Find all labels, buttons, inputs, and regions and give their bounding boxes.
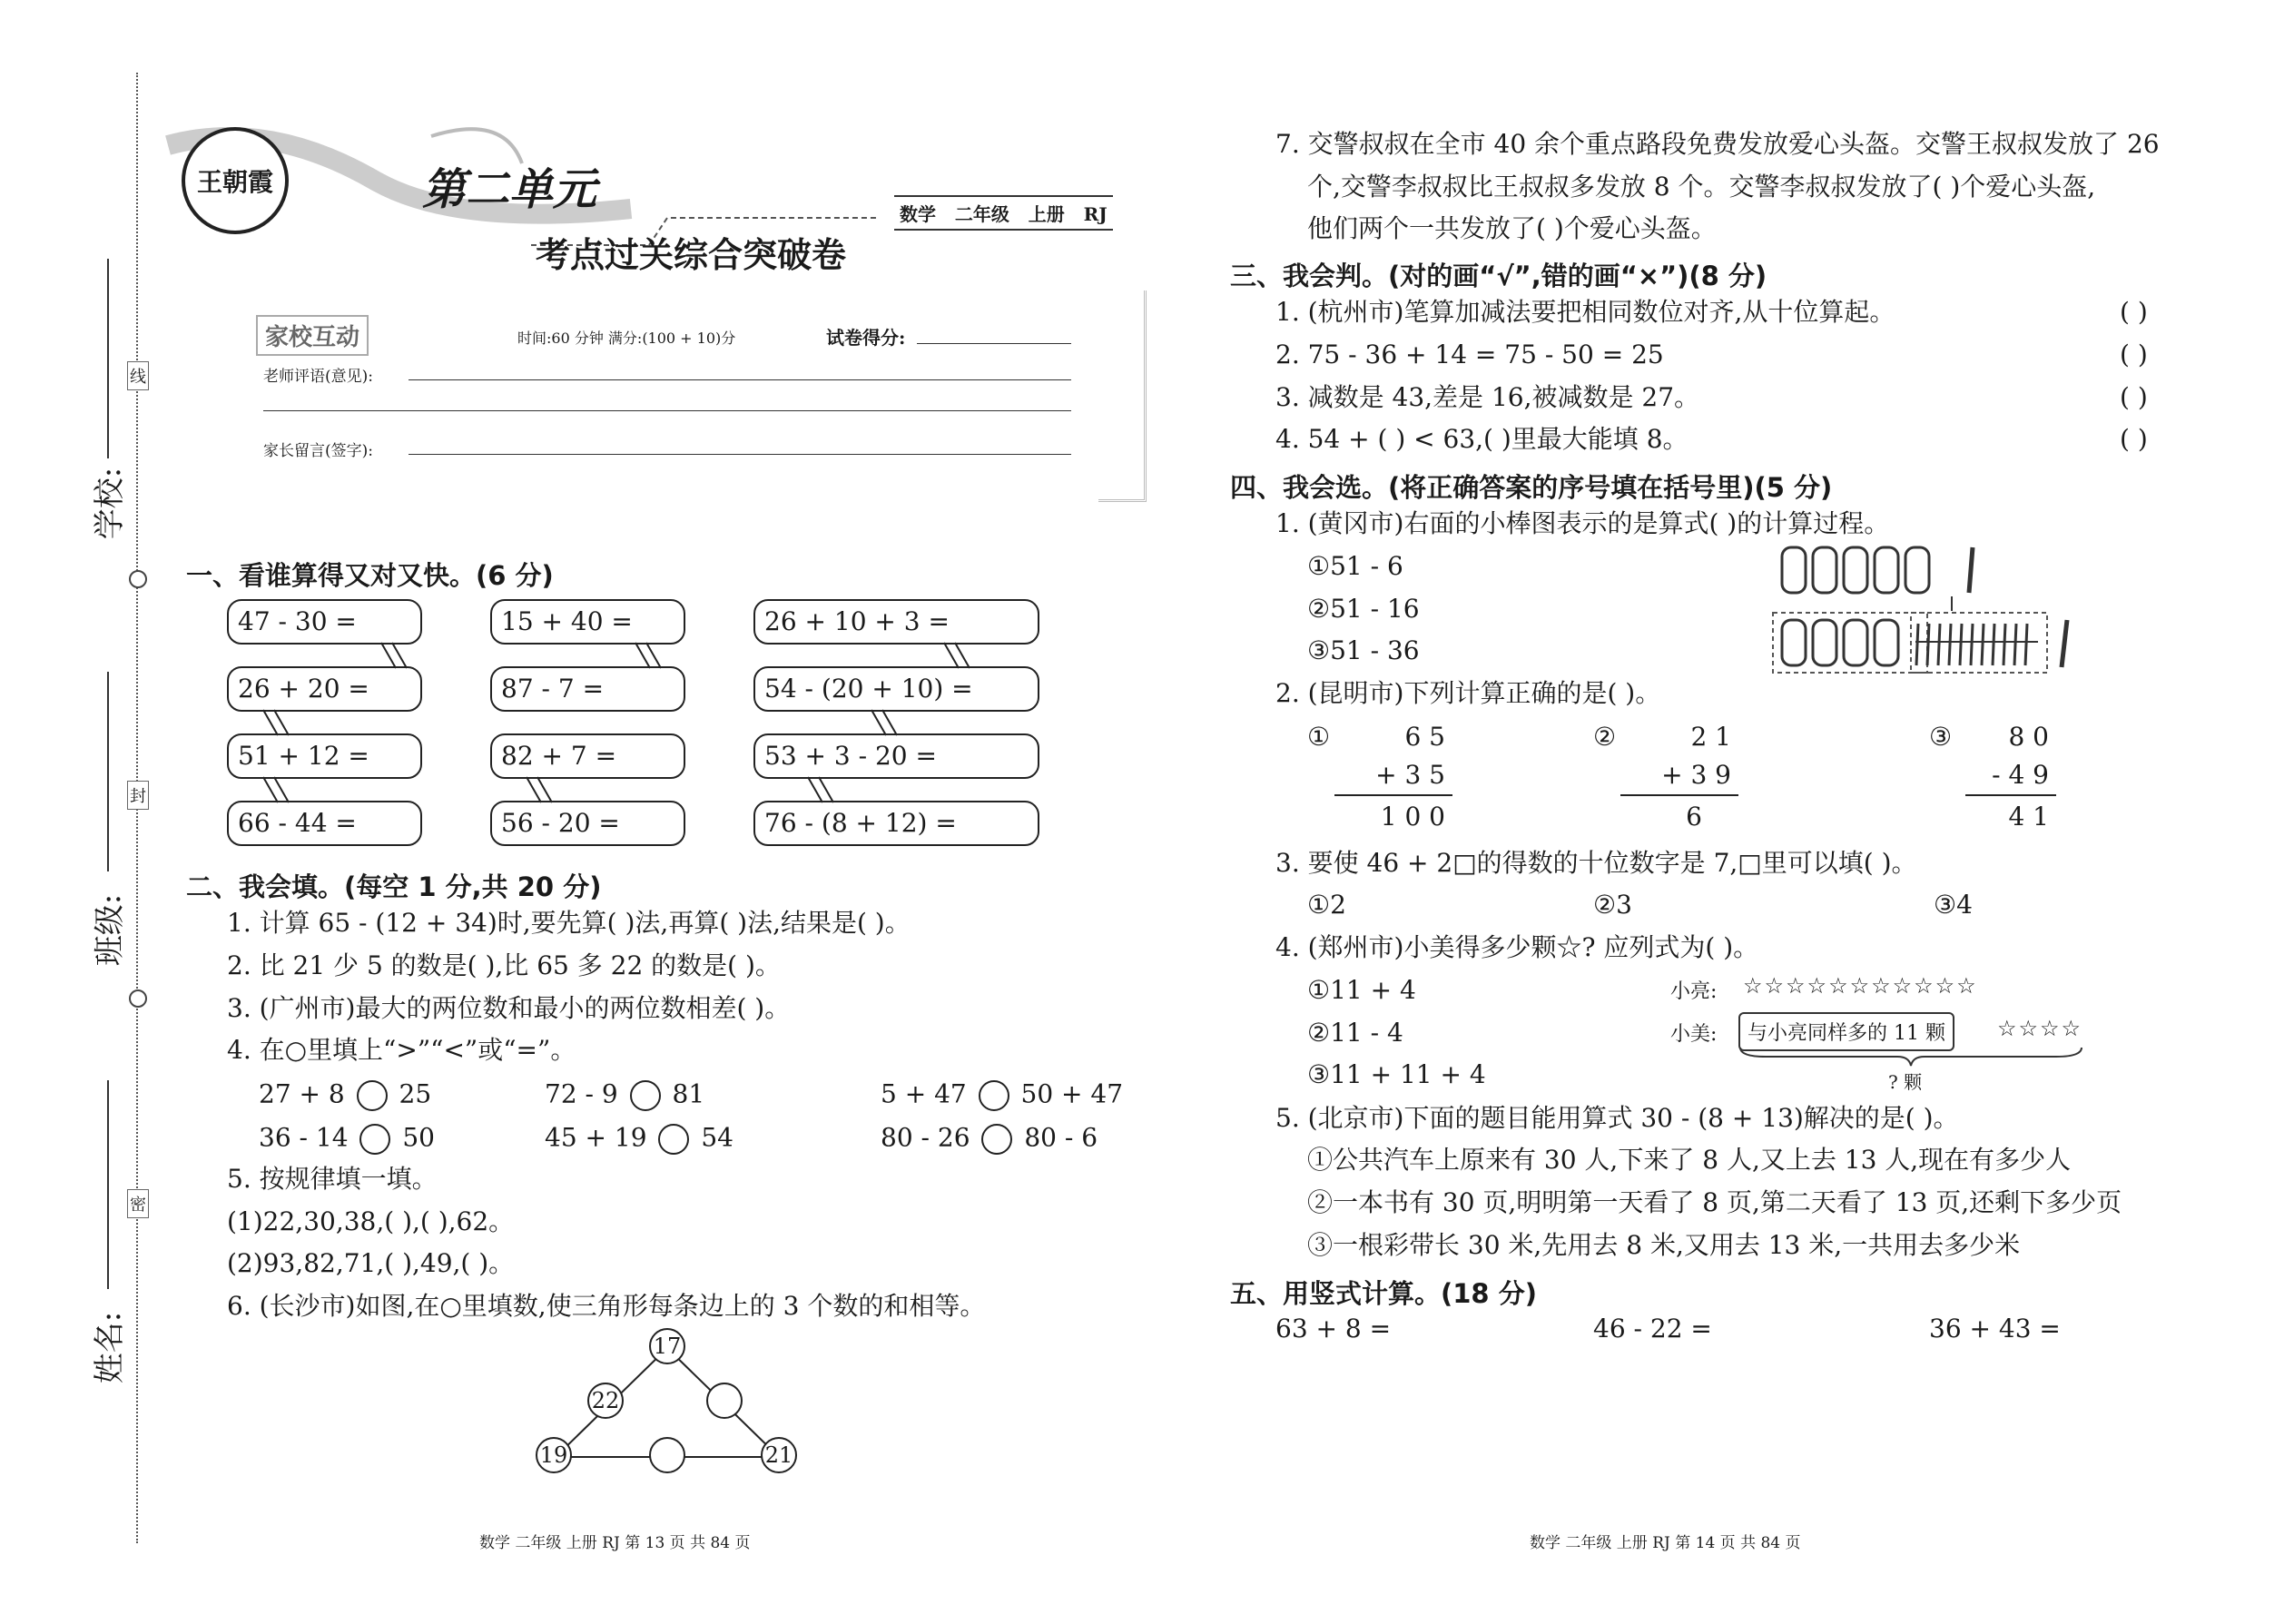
sec4-q1-opt3[interactable]: ③51 - 36 — [1307, 635, 1420, 665]
compare-2-right: 81 — [672, 1078, 705, 1109]
calc-2-a: 2 1 — [1690, 722, 1731, 752]
sec2-q4: 4. 在○里填上“>”“<”或“=”。 — [227, 1035, 576, 1065]
calc-box-c2-3[interactable]: 82 + 7 = — [490, 733, 685, 779]
logo-text: 王朝霞 — [196, 167, 273, 197]
seal-mark-2: 封 — [127, 781, 149, 810]
compare-circle[interactable] — [658, 1124, 689, 1155]
sec4-q3: 3. 要使 46 + 2□的得数的十位数字是 7,□里可以填( )。 — [1275, 848, 1917, 878]
sec3-paren-3[interactable]: ( ) — [2120, 382, 2148, 412]
sec4-title: 四、我会选。(将正确答案的序号填在括号里)(5 分) — [1230, 472, 1833, 503]
sec4-q5: 5. (北京市)下面的题目能用算式 30 - (8 + 13)解决的是( )。 — [1275, 1103, 1959, 1133]
calc-box-c3-1[interactable]: 26 + 10 + 3 = — [753, 599, 1039, 645]
sec5-item-3[interactable]: 36 + 43 = — [1929, 1314, 2061, 1343]
sec4-q4-opt1[interactable]: ①11 + 4 — [1307, 975, 1416, 1005]
box-connectors — [0, 0, 1089, 871]
sec2-q2: 2. 比 21 少 5 的数是( ),比 65 多 22 的数是( )。 — [227, 950, 781, 980]
sec3-paren-4[interactable]: ( ) — [2120, 424, 2148, 454]
tri-left-mid-circle: 22 — [587, 1383, 624, 1419]
calc-2-r: 6 — [1686, 802, 1702, 832]
sec2-q7-line2: 个,交警李叔叔比王叔叔多发放 8 个。交警李叔叔发放了( )个爱心头盔, — [1307, 172, 2096, 202]
calc-box-c1-3[interactable]: 51 + 12 = — [227, 733, 422, 779]
calc-3-b: - 4 9 — [1992, 760, 2049, 790]
tri-right-mid-circle[interactable] — [706, 1383, 743, 1419]
calc-box-c3-2[interactable]: 54 - (20 + 10) = — [753, 666, 1039, 712]
sec2-q7-line1: 7. 交警叔叔在全市 40 余个重点路段免费发放爱心头盔。交警王叔叔发放了 26 — [1275, 129, 2160, 159]
calc-1-num: ① — [1307, 722, 1331, 752]
compare-1-right: 25 — [399, 1078, 432, 1109]
sec5-item-2[interactable]: 46 - 22 = — [1593, 1314, 1712, 1343]
xiaomei-brace — [1738, 1046, 2083, 1068]
paper-subtitle: 考点过关综合突破卷 — [536, 234, 847, 275]
compare-5-right: 54 — [701, 1122, 733, 1153]
compare-3 — [881, 1080, 1123, 1111]
home-school-banner: 家校互动 — [256, 315, 369, 356]
compare-3-left: 5 + 47 — [881, 1078, 967, 1109]
unit-title: 第二单元 — [422, 164, 597, 215]
sec4-q3-opt1[interactable]: ①2 — [1307, 890, 1346, 920]
sec2-title: 二、我会填。(每空 1 分,共 20 分) — [186, 871, 602, 902]
xiaoliang-label: 小亮: — [1670, 980, 1718, 1003]
compare-circle[interactable] — [630, 1080, 661, 1111]
xiaomei-label: 小美: — [1670, 1023, 1718, 1046]
calc-3-r: 4 1 — [2008, 802, 2049, 832]
tri-top-circle: 17 — [649, 1328, 685, 1364]
compare-1 — [259, 1080, 431, 1111]
sec4-q3-opt3[interactable]: ③4 — [1934, 890, 1973, 920]
sec3-item-1: 1. (杭州市)笔算加减法要把相同数位对齐,从十位算起。 — [1275, 297, 1895, 327]
calc-box-c2-2[interactable]: 87 - 7 = — [490, 666, 685, 712]
sec4-q1: 1. (黄冈市)右面的小棒图表示的是算式( )的计算过程。 — [1275, 508, 1890, 538]
seal-mark-1: 线 — [127, 361, 149, 390]
compare-2-left: 72 - 9 — [545, 1078, 618, 1109]
compare-circle[interactable] — [979, 1080, 1009, 1111]
calc-3-a: 8 0 — [2008, 722, 2049, 752]
xiaoliang-stars: ☆☆☆☆☆☆☆☆☆☆☆ — [1743, 973, 1978, 999]
header-frame — [1098, 290, 1147, 502]
sec5-title: 五、用竖式计算。(18 分) — [1230, 1278, 1537, 1309]
tag-grade: 二年级 — [954, 203, 1009, 225]
calc-1-b: + 3 5 — [1375, 760, 1445, 790]
sec5-item-1[interactable]: 63 + 8 = — [1275, 1314, 1392, 1343]
sec4-q4-opt3[interactable]: ③11 + 11 + 4 — [1307, 1059, 1486, 1089]
parent-comment-label: 家长留言(签字): — [263, 442, 373, 460]
compare-6-right: 80 - 6 — [1024, 1122, 1098, 1153]
calc-3-rule — [1965, 794, 2056, 796]
compare-6 — [881, 1124, 1098, 1155]
sec2-q5: 5. 按规律填一填。 — [227, 1164, 438, 1194]
sec4-q4: 4. (郑州市)小美得多少颗☆? 应列式为( )。 — [1275, 932, 1759, 962]
name-field[interactable] — [107, 1080, 109, 1289]
name-label: 姓名: — [92, 1311, 129, 1384]
sec4-q5-opt1[interactable]: ①公共汽车上原来有 30 人,下来了 8 人,又上去 13 人,现在有多少人 — [1307, 1145, 2072, 1175]
sec4-q5-opt3[interactable]: ③一根彩带长 30 米,先用去 8 米,又用去 13 米,一共用去多少米 — [1307, 1230, 2021, 1260]
compare-circle[interactable] — [357, 1080, 388, 1111]
calc-2-b: + 3 9 — [1661, 760, 1731, 790]
calc-option-1[interactable] — [1307, 722, 1452, 840]
compare-5-left: 45 + 19 — [545, 1122, 647, 1153]
calc-option-3[interactable] — [1929, 722, 2056, 840]
school-label: 学校: — [92, 467, 129, 540]
calc-1-r: 1 0 0 — [1380, 802, 1445, 832]
sec2-q6: 6. (长沙市)如图,在○里填数,使三角形每条边上的 3 个数的和相等。 — [227, 1291, 986, 1321]
xiaomei-box: 与小亮同样多的 11 颗 — [1738, 1012, 1954, 1051]
sec1-title: 一、看谁算得又对又快。(6 分) — [186, 560, 554, 591]
sec4-q1-opt2[interactable]: ②51 - 16 — [1307, 594, 1420, 624]
calc-box-c1-4[interactable]: 66 - 44 = — [227, 801, 422, 846]
calc-box-c2-1[interactable]: 15 + 40 = — [490, 599, 685, 645]
sec2-q5-2: (2)93,82,71,( ),49,( )。 — [227, 1248, 515, 1278]
class-label: 班级: — [92, 893, 129, 967]
calc-box-c1-2[interactable]: 26 + 20 = — [227, 666, 422, 712]
sec3-item-4: 4. 54 + ( ) < 63,( )里最大能填 8。 — [1275, 424, 1689, 454]
sec3-item-2: 2. 75 - 36 + 14 = 75 - 50 = 25 — [1275, 340, 1664, 369]
calc-box-c3-4[interactable]: 76 - (8 + 12) = — [753, 801, 1039, 846]
calc-box-c2-4[interactable]: 56 - 20 = — [490, 801, 685, 846]
compare-3-right: 50 + 47 — [1020, 1078, 1124, 1109]
compare-4 — [259, 1124, 435, 1155]
sec2-q1: 1. 计算 65 - (12 + 34)时,要先算( )法,再算( )法,结果是( )。 — [227, 908, 911, 938]
compare-circle[interactable] — [981, 1124, 1012, 1155]
compare-2 — [545, 1080, 704, 1111]
sec3-paren-2[interactable]: ( ) — [2120, 340, 2148, 369]
sec3-paren-1[interactable]: ( ) — [2120, 297, 2148, 327]
sec4-q4-opt2[interactable]: ②11 - 4 — [1307, 1018, 1403, 1048]
compare-4-right: 50 — [402, 1122, 435, 1153]
sec2-q7-line3: 他们两个一共发放了( )个爱心头盔。 — [1307, 213, 1717, 243]
compare-5 — [545, 1124, 733, 1155]
sec4-q5-opt2[interactable]: ②一本书有 30 页,明明第一天看了 8 页,第二天看了 13 页,还剩下多少页 — [1307, 1187, 2122, 1217]
calc-1-rule — [1334, 794, 1452, 796]
tri-bottom-left-circle: 19 — [536, 1437, 572, 1473]
compare-circle[interactable] — [359, 1124, 390, 1155]
sec4-q1-opt1[interactable]: ①51 - 6 — [1307, 551, 1403, 581]
compare-4-left: 36 - 14 — [259, 1122, 349, 1153]
question-mark-label: ? 颗 — [1888, 1071, 1923, 1093]
calc-2-rule — [1620, 794, 1738, 796]
seal-mark-3: 密 — [127, 1189, 149, 1218]
tri-bottom-right-circle: 21 — [761, 1437, 797, 1473]
sec2-q3: 3. (广州市)最大的两位数和最小的两位数相差( )。 — [227, 993, 791, 1023]
sec3-item-3: 3. 减数是 43,差是 16,被减数是 27。 — [1275, 382, 1700, 412]
hole-2 — [129, 989, 147, 1008]
compare-6-left: 80 - 26 — [881, 1122, 970, 1153]
time-score: 时间:60 分钟 满分:(100 + 10)分 — [517, 330, 736, 347]
footer-right: 数学 二年级 上册 RJ 第 14 页 共 84 页 — [1530, 1534, 1801, 1552]
score-label: 试卷得分: — [826, 327, 906, 349]
sec3-title: 三、我会判。(对的画“√”,错的画“×”)(8 分) — [1230, 261, 1767, 291]
sticks-figure — [1766, 540, 2092, 676]
teacher-comment-label: 老师评语(意见): — [263, 368, 373, 386]
calc-1-a: 6 5 — [1404, 722, 1445, 752]
calc-option-2[interactable] — [1593, 722, 1738, 840]
tri-bottom-mid-circle[interactable] — [649, 1437, 685, 1473]
tag-vol: 上册 — [1028, 203, 1065, 225]
xiaomei-stars: ☆☆☆☆ — [1997, 1016, 2083, 1041]
calc-3-num: ③ — [1929, 722, 1953, 752]
tag-subject: 数学 — [900, 203, 936, 225]
tag-edition: RJ — [1083, 203, 1108, 225]
compare-1-left: 27 + 8 — [259, 1078, 345, 1109]
calc-2-num: ② — [1593, 722, 1617, 752]
footer-left: 数学 二年级 上册 RJ 第 13 页 共 84 页 — [479, 1534, 751, 1552]
calc-box-c3-3[interactable]: 53 + 3 - 20 = — [753, 733, 1039, 779]
sec4-q3-opt2[interactable]: ②3 — [1593, 890, 1632, 920]
calc-box-c1-1[interactable]: 47 - 30 = — [227, 599, 422, 645]
sec2-q5-1: (1)22,30,38,( ),( ),62。 — [227, 1206, 515, 1236]
sec4-q2: 2. (昆明市)下列计算正确的是( )。 — [1275, 678, 1661, 708]
